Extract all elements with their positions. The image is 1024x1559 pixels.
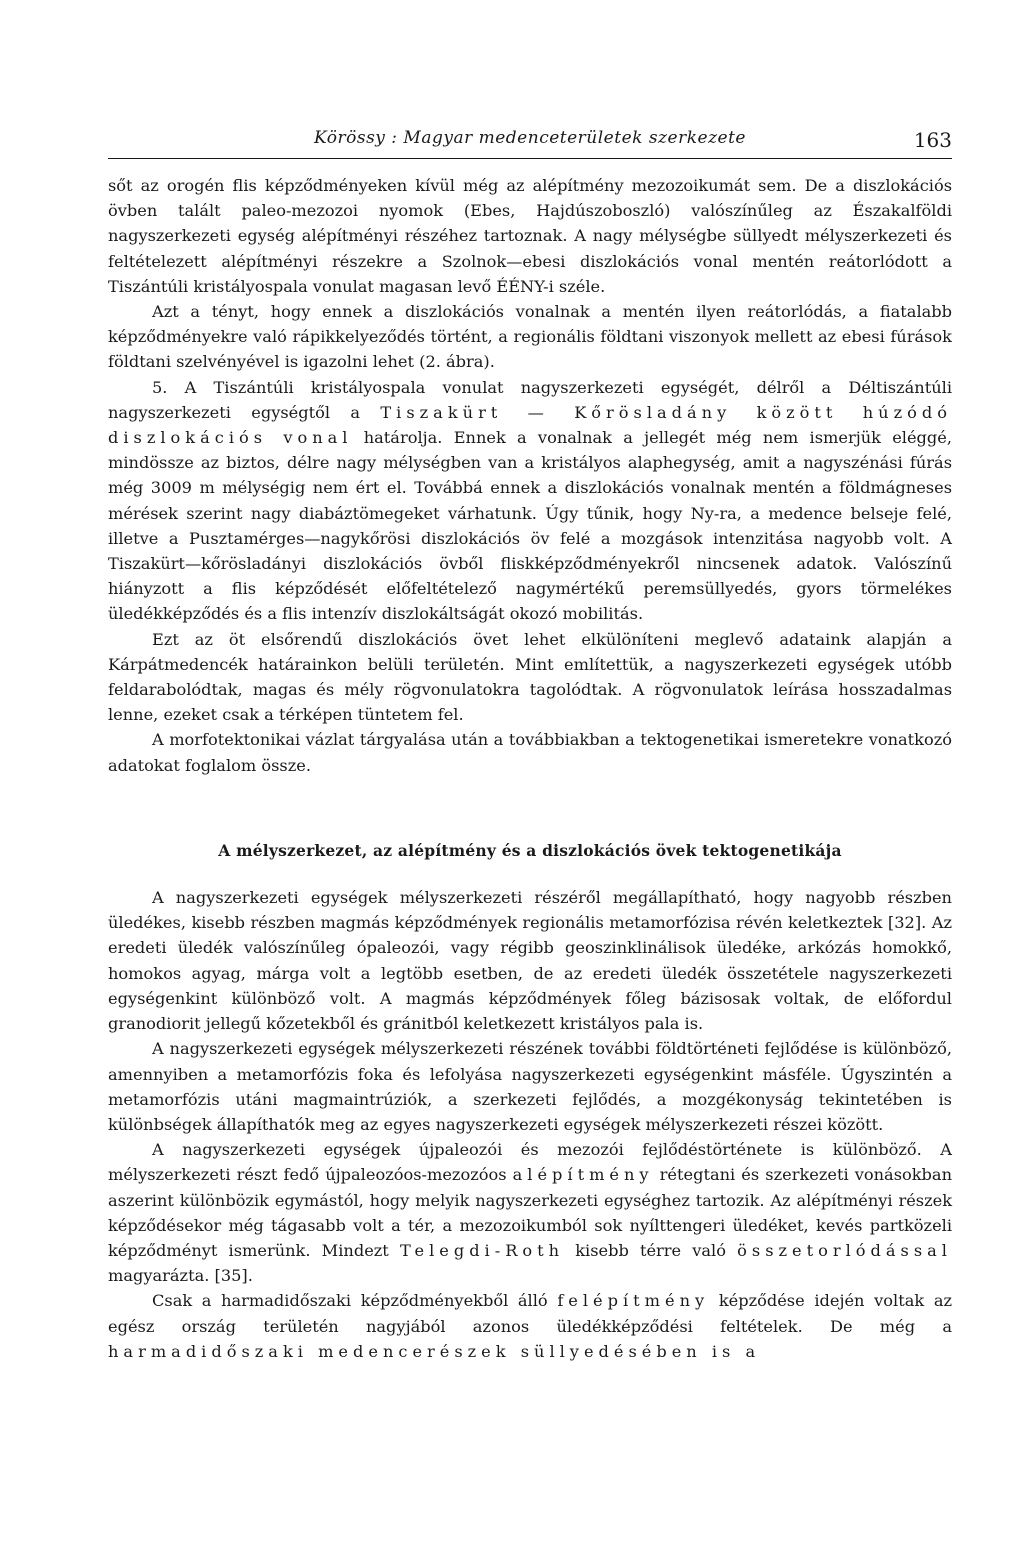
- paragraph: [108, 727, 952, 777]
- paragraph: [108, 299, 952, 375]
- text-run: A morfotektonikai vázlat tárgyalása után a továbbiakban a tektogenetikai ismeretekre vonatkozó adatokat foglalom össze.: [108, 730, 952, 775]
- spaced-emphasis: összetorlódással: [737, 1240, 952, 1260]
- text-run: magyarázta. [35].: [108, 1266, 253, 1286]
- section-heading: A mélyszerkezet, az alépítmény és a diszlokációs övek tektogenetikája: [218, 840, 842, 860]
- text-run: 5. A Tiszántúli kristályospala vonulat nagyszerkezeti egységét, délről a Déltiszántúli nagyszerkezeti egységtől a: [108, 377, 952, 422]
- text-run: A nagyszerkezeti egységek mélyszerkezeti részének további földtörténeti fejlődése is különböző, amennyiben a metamorfózis foka és lefolyása nagyszerkezeti egységenkint másféle. Úgyszintén a metamorfózis utáni magmaintrúziók, a szerkezeti fejlődés, a mozgékonyság tekintetében is különbségek állapíthatók meg az egyes nagyszerkezeti egységek mélyszerkezeti részei között.: [108, 1039, 952, 1134]
- text-run: A nagyszerkezeti egységek újpaleozói és mezozói fejlődéstörténete is különböző. A mélyszerkezeti részt fedő újpaleozóos-mezozóos: [108, 1140, 952, 1185]
- paragraph: [108, 375, 952, 627]
- paragraph: [108, 885, 952, 1036]
- text-run: képződése idején voltak az egész ország területén nagyjából azonos üledékképződési feltételek. De még a: [108, 1291, 952, 1336]
- text-run: Azt a tényt, hogy ennek a diszlokációs vonalnak a mentén ilyen reátorlódás, a fiatalabb képződményekre való rápikkelyeződés történt, a regionális földtani viszonyok mellett az ebesi fúrások földtani szelvényével is igazolni lehet (2. ábra).: [108, 302, 952, 372]
- text-run: határolja. Ennek a vonalnak a jellegét még nem ismerjük eléggé, mindössze az biztos, délre nagy mélységben van a kristályos alaphegység, amit a nagyszénási fúrás még 3009 m mélységig nem ért el. Továbbá ennek a diszlokációs vonalnak mentén a földmágneses mérések szerint nagy diabáztömegeket várhatunk. Úgy tűnik, hogy Ny-ra, a medence belseje felé, illetve a Pusztamérges—nagykőrösi diszlokációs öv felé a mozgások intenzitása nagyobb volt. A Tiszakürt—kőrösladányi diszlokációs övből fliskképződményekről nincsenek adatok. Valószínű hiányzott a flis képződését előfeltételező nagymértékű peremsüllyedés, gyors törmelékes üledékképződés és a flis intenzív diszlokáltságát okozó mobilitás.: [108, 428, 953, 624]
- paragraph: [108, 1036, 952, 1137]
- text-run: rétegtani és szerkezeti vonásokban aszerint különbözik egymástól, hogy melyik nagyszerkezeti egységhez tartozik. Az alépítményi részek képződésekor még tágasabb volt a tér, a mezozoikumból sok nyílttengeri üledéket, kevés partközeli képződményt ismerünk. Mindezt: [108, 1165, 952, 1260]
- paragraph: [108, 173, 952, 299]
- paragraph: [108, 627, 952, 728]
- document-page: [108, 122, 952, 1364]
- text-run: Ezt az öt elsőrendű diszlokációs övet lehet elkülöníteni meglevő adataink alapján a Kárpátmedencék határainkon belüli területén. Mint említettük, a nagyszerkezeti egységek utóbb feldarabolódtak, magas és mély rögvonulatokra tagolódtak. A rögvonulatok leírása hosszadalmas lenne, ezeket csak a térképen tüntetem fel.: [108, 629, 952, 725]
- running-header: [108, 122, 952, 159]
- spaced-emphasis: Tiszakürt — Kőrösladány között húzódó diszlokációs vonal: [108, 402, 952, 448]
- paragraph: [108, 1288, 952, 1364]
- text-run: kisebb térre való: [564, 1240, 738, 1260]
- text-run: sőt az orogén flis képződményeken kívül még az alépítmény mezozoikumát sem. De a diszlokációs övben talált paleo-mezozoi nyomok (Ebes, Hajdúszoboszló) valószínűleg az Északalföldi nagyszerkezeti egység alépítményi részéhez tartoznak. A nagy mélységbe süllyedt mélyszerkezeti és feltételezett alépítményi részekre a Szolnok—ebesi diszlokációs vonal mentén reátorlódott a Tiszántúli kristályospala vonulat magasan levő ÉÉNY-i széle.: [108, 176, 952, 296]
- spaced-emphasis: Telegdi-Roth: [399, 1240, 565, 1260]
- spaced-emphasis: alépítmény: [512, 1165, 654, 1185]
- running-title: Körössy : Magyar medenceterületek szerkezete: [314, 128, 746, 148]
- paragraph: [108, 1137, 952, 1288]
- page-number: 163: [913, 128, 952, 152]
- body-text: [108, 173, 952, 1364]
- text-run: A nagyszerkezeti egységek mélyszerkezeti részéről megállapítható, hogy nagyobb részben üledékes, kisebb részben magmás képződmények regionális metamorfózisa révén keletkeztek [32]. Az eredeti üledék valószínűleg ópaleozói, vagy régibb geoszinklinálisok üledéke, arkózás homokkő, homokos agyag, márga volt a legtöbb esetben, de az eredeti üledék összetétele nagyszerkezeti egységenkint különböző volt. A magmás képződmények főleg bázisosak voltak, de előfordul granodiorit jellegű kőzetekből és gránitból keletkezett kristályos pala is.: [108, 888, 952, 1034]
- text-run: Csak a harmadidőszaki képződményekből álló: [152, 1291, 558, 1311]
- spaced-emphasis: felépítmény: [557, 1291, 710, 1311]
- spaced-emphasis: harmadidőszaki medencerészek süllyedésében is a: [108, 1341, 761, 1361]
